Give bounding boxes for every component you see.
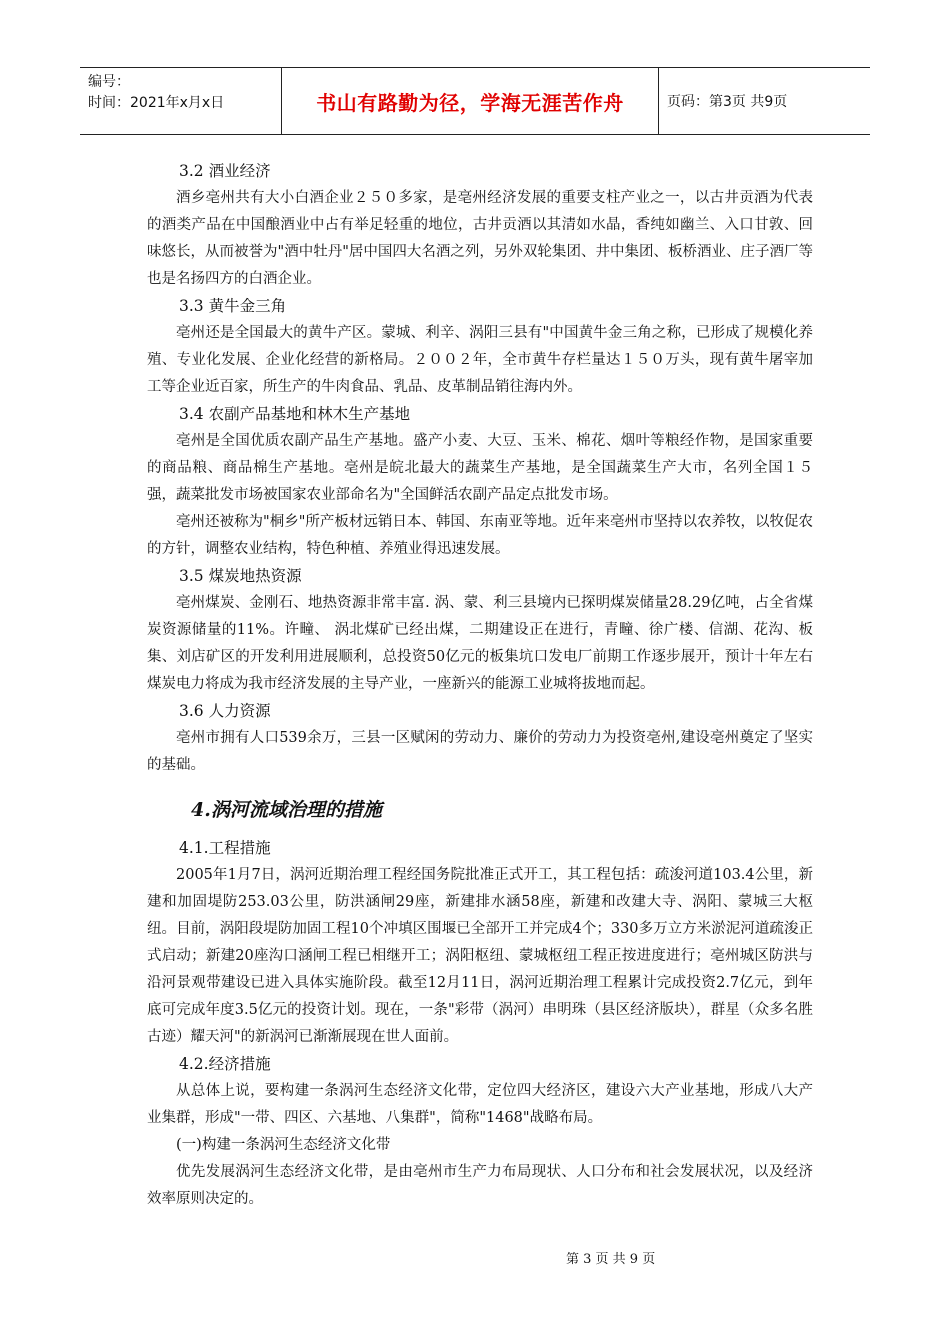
page-header: [80, 67, 870, 135]
paragraph: 亳州煤炭、金刚石、地热资源非常丰富. 涡、蒙、利三县境内已探明煤炭储量28.29亿吨，占全省煤炭资源储量的11%。许疃、 涡北煤矿已经出煤，二期建设正在进行，青疃、徐广楼、信湖、花沟、板集、刘店矿区的开发利用进展顺利，总投资50亿元的板集坑口发电厂前期工作逐步展开，预计十年左右煤炭电力将成为我市经济发展的主导产业，一座新兴的能源工业城将拔地而起。: [147, 595, 813, 692]
header-page-info: 页码：第3页 共9页: [667, 94, 788, 110]
section-3-3: [147, 293, 813, 401]
paragraph: 亳州还是全国最大的黄牛产区。蒙城、利辛、涡阳三县有"中国黄牛金三角之称，已形成了规模化养殖、专业化发展、企业化经营的新格局。２００２年，全市黄牛存栏量达１５０万头，现有黄牛屠宰加工等企业近百家，所生产的牛肉食品、乳品、皮革制品销往海内外。: [147, 325, 813, 395]
section-heading: 3.5 煤炭地热资源: [179, 567, 302, 585]
section-4-1: [147, 835, 813, 1051]
doc-time: 时间：2021年x月x日: [88, 95, 225, 111]
paragraph: 亳州市拥有人口539余万，三县一区赋闲的劳动力、廉价的劳动力为投资亳州,建设亳州奠定了坚实的基础。: [147, 730, 813, 773]
paragraph: 2005年1月7日，涡河近期治理工程经国务院批准正式开工，其工程包括：疏浚河道103.4公里，新建和加固堤防253.03公里，防洪涵闸29座，新建排水涵58座，新建和改建大寺、涡阳、蒙城三大枢纽。目前，涡阳段堤防加固工程10个冲填区围堰已全部开工并完成4个；330多万立方米淤泥河道疏浚正式启动；新建20座沟口涵闸工程已相继开工；涡阳枢纽、蒙城枢纽工程正按进度进行；亳州城区防洪与沿河景观带建设已进入具体实施阶段。截至12月11日，涡河近期治理工程累计完成投资2.7亿元，到年底可完成年度3.5亿元的投资计划。现在，一条"彩带（涡河）串明珠（县区经济版块），群星（众多名胜古迹）耀天河"的新涡河已渐渐展现在世人面前。: [147, 867, 813, 1045]
paragraph: 酒乡亳州共有大小白酒企业２５０多家，是亳州经济发展的重要支柱产业之一，以古井贡酒为代表的酒类产品在中国酿酒业中占有举足轻重的地位，古井贡酒以其清如水晶，香纯如幽兰、入口甘敦、回味悠长，从而被誉为"酒中牡丹"居中国四大名酒之列，另外双轮集团、井中集团、板桥酒业、庄子酒厂等也是名扬四方的白酒企业。: [147, 190, 813, 287]
paragraph: 亳州还被称为"桐乡"所产板材远销日本、韩国、东南亚等地。近年来亳州市坚持以农养牧，以牧促农的方针，调整农业结构，特色种植、养殖业得迅速发展。: [147, 514, 813, 557]
section-heading: 3.6 人力资源: [179, 702, 271, 720]
header-motto: 书山有路勤为径，学海无涯苦作舟: [282, 68, 659, 134]
subheading: (一)构建一条涡河生态经济文化带: [176, 1137, 391, 1153]
paragraph: 优先发展涡河生态经济文化带，是由亳州市生产力布局现状、人口分布和社会发展状况，以及经济效率原则决定的。: [147, 1164, 813, 1207]
section-heading: 4.2.经济措施: [179, 1055, 271, 1073]
paragraph: 亳州是全国优质农副产品生产基地。盛产小麦、大豆、玉米、棉花、烟叶等粮经作物，是国家重要的商品粮、商品棉生产基地。亳州是皖北最大的蔬菜生产基地，是全国蔬菜生产大市，名列全国１５强，蔬菜批发市场被国家农业部命名为"全国鲜活农副产品定点批发市场。: [147, 433, 813, 503]
document-body: [147, 158, 813, 1213]
chapter-title: 4.涡河流域治理的措施: [191, 799, 382, 821]
section-heading: 3.4 农副产品基地和林木生产基地: [179, 405, 411, 423]
section-3-4: [147, 401, 813, 563]
doc-number: 编号：: [88, 74, 130, 90]
section-3-5: [147, 563, 813, 698]
section-heading: 3.3 黄牛金三角: [179, 297, 287, 315]
section-heading: 4.1.工程措施: [179, 839, 271, 857]
paragraph: 从总体上说，要构建一条涡河生态经济文化带，定位四大经济区，建设六大产业基地，形成八大产业集群，形成"一带、四区、六基地、八集群"，简称"1468"战略布局。: [147, 1083, 813, 1126]
section-4-2: [147, 1051, 813, 1132]
section-3-6: [147, 698, 813, 779]
header-meta: [80, 68, 282, 134]
section-heading: 3.2 酒业经济: [179, 162, 271, 180]
footer-page-number: 第 3 页 共 9 页: [566, 1252, 656, 1267]
section-3-2: [147, 158, 813, 293]
